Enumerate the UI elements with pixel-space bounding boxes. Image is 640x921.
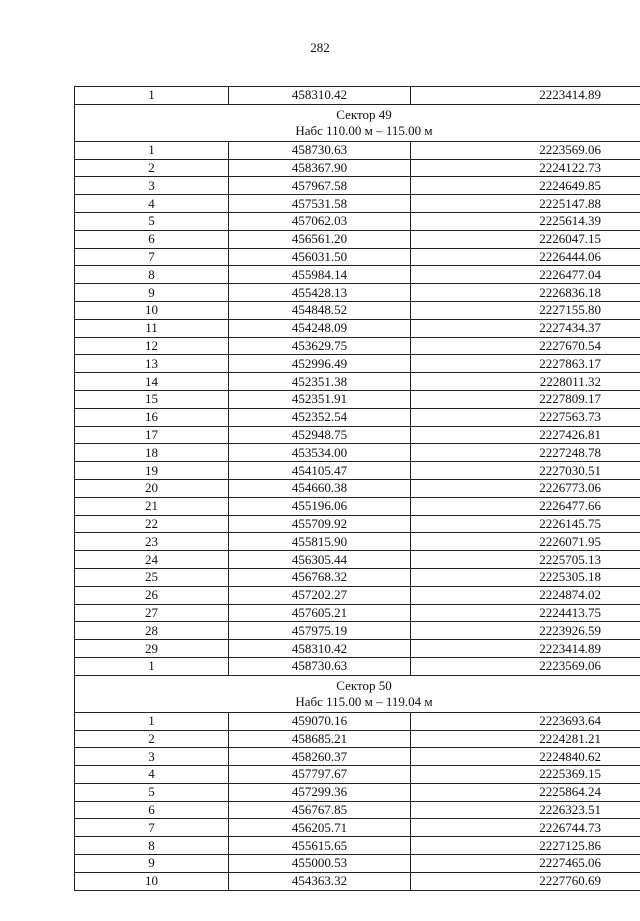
y-coordinate-cell: 2224281.21 (411, 730, 640, 748)
x-coordinate-cell: 456205.71 (229, 819, 411, 837)
x-coordinate-cell: 457299.36 (229, 783, 411, 801)
table-row (75, 337, 640, 355)
table-row (75, 837, 640, 855)
y-coordinate-cell: 2227760.69 (411, 872, 640, 890)
point-number-cell: 3 (75, 177, 229, 195)
x-coordinate-cell: 457967.58 (229, 177, 411, 195)
point-number-cell: 23 (75, 533, 229, 551)
sector-header-cell (75, 675, 640, 712)
table-row (75, 355, 640, 373)
x-coordinate-cell: 453629.75 (229, 337, 411, 355)
table-row (75, 301, 640, 319)
table-row (75, 195, 640, 213)
x-coordinate-cell: 452351.38 (229, 373, 411, 391)
x-coordinate-cell: 458685.21 (229, 730, 411, 748)
x-coordinate-cell: 456031.50 (229, 248, 411, 266)
y-coordinate-cell: 2226477.04 (411, 266, 640, 284)
table-row (75, 319, 640, 337)
point-number-cell: 18 (75, 444, 229, 462)
page-number: 282 (310, 40, 330, 55)
point-number-cell: 2 (75, 159, 229, 177)
y-coordinate-cell: 2225305.18 (411, 568, 640, 586)
x-coordinate-cell: 457202.27 (229, 586, 411, 604)
y-coordinate-cell: 2227670.54 (411, 337, 640, 355)
x-coordinate-cell: 458730.63 (229, 141, 411, 159)
x-coordinate-cell: 453534.00 (229, 444, 411, 462)
y-coordinate-cell: 2223414.89 (411, 87, 640, 105)
x-coordinate-cell: 454848.52 (229, 301, 411, 319)
y-coordinate-cell: 2225369.15 (411, 766, 640, 784)
table-row (75, 390, 640, 408)
table-row (75, 408, 640, 426)
point-number-cell: 9 (75, 855, 229, 873)
x-coordinate-cell: 458310.42 (229, 87, 411, 105)
sector-header-row (75, 675, 640, 712)
point-number-cell: 14 (75, 373, 229, 391)
x-coordinate-cell: 458310.42 (229, 640, 411, 658)
y-coordinate-cell: 2225864.24 (411, 783, 640, 801)
point-number-cell: 8 (75, 266, 229, 284)
coordinates-table-wrapper (74, 86, 600, 891)
y-coordinate-cell: 2227030.51 (411, 462, 640, 480)
point-number-cell: 25 (75, 568, 229, 586)
point-number-cell: 13 (75, 355, 229, 373)
y-coordinate-cell: 2223569.06 (411, 657, 640, 675)
table-row (75, 159, 640, 177)
y-coordinate-cell: 2224840.62 (411, 748, 640, 766)
x-coordinate-cell: 454248.09 (229, 319, 411, 337)
x-coordinate-cell: 458730.63 (229, 657, 411, 675)
table-row (75, 444, 640, 462)
table-row (75, 640, 640, 658)
point-number-cell: 1 (75, 87, 229, 105)
y-coordinate-cell: 2226145.75 (411, 515, 640, 533)
y-coordinate-cell: 2227863.17 (411, 355, 640, 373)
point-number-cell: 17 (75, 426, 229, 444)
x-coordinate-cell: 457605.21 (229, 604, 411, 622)
x-coordinate-cell: 452351.91 (229, 390, 411, 408)
point-number-cell: 28 (75, 622, 229, 640)
point-number-cell: 11 (75, 319, 229, 337)
sector-header-cell (75, 104, 640, 141)
y-coordinate-cell: 2226773.06 (411, 479, 640, 497)
point-number-cell: 10 (75, 872, 229, 890)
table-row (75, 586, 640, 604)
table-row (75, 766, 640, 784)
table-row (75, 801, 640, 819)
table-row (75, 462, 640, 480)
point-number-cell: 7 (75, 819, 229, 837)
y-coordinate-cell: 2224122.73 (411, 159, 640, 177)
sector-title: Сектор 49 (336, 106, 392, 122)
sector-title: Сектор 50 (336, 677, 392, 693)
point-number-cell: 1 (75, 141, 229, 159)
point-number-cell: 4 (75, 195, 229, 213)
y-coordinate-cell: 2226444.06 (411, 248, 640, 266)
x-coordinate-cell: 457975.19 (229, 622, 411, 640)
point-number-cell: 1 (75, 712, 229, 730)
point-number-cell: 22 (75, 515, 229, 533)
x-coordinate-cell: 457062.03 (229, 212, 411, 230)
point-number-cell: 10 (75, 301, 229, 319)
y-coordinate-cell: 2227809.17 (411, 390, 640, 408)
table-row (75, 212, 640, 230)
coordinates-table (74, 86, 640, 891)
x-coordinate-cell: 458260.37 (229, 748, 411, 766)
point-number-cell: 16 (75, 408, 229, 426)
table-row (75, 177, 640, 195)
y-coordinate-cell: 2227465.06 (411, 855, 640, 873)
table-row (75, 551, 640, 569)
point-number-cell: 5 (75, 783, 229, 801)
y-coordinate-cell: 2226836.18 (411, 284, 640, 302)
point-number-cell: 20 (75, 479, 229, 497)
y-coordinate-cell: 2226323.51 (411, 801, 640, 819)
table-row (75, 622, 640, 640)
table-row (75, 87, 640, 105)
point-number-cell: 1 (75, 657, 229, 675)
table-row (75, 730, 640, 748)
table-row (75, 373, 640, 391)
table-row (75, 855, 640, 873)
x-coordinate-cell: 458367.90 (229, 159, 411, 177)
table-row (75, 604, 640, 622)
point-number-cell: 2 (75, 730, 229, 748)
x-coordinate-cell: 452352.54 (229, 408, 411, 426)
point-number-cell: 29 (75, 640, 229, 658)
y-coordinate-cell: 2224413.75 (411, 604, 640, 622)
x-coordinate-cell: 454660.38 (229, 479, 411, 497)
table-row (75, 248, 640, 266)
x-coordinate-cell: 456561.20 (229, 230, 411, 248)
y-coordinate-cell: 2224874.02 (411, 586, 640, 604)
x-coordinate-cell: 452996.49 (229, 355, 411, 373)
x-coordinate-cell: 452948.75 (229, 426, 411, 444)
y-coordinate-cell: 2223926.59 (411, 622, 640, 640)
table-row (75, 141, 640, 159)
x-coordinate-cell: 455000.53 (229, 855, 411, 873)
table-row (75, 819, 640, 837)
point-number-cell: 19 (75, 462, 229, 480)
x-coordinate-cell: 455615.65 (229, 837, 411, 855)
x-coordinate-cell: 457797.67 (229, 766, 411, 784)
x-coordinate-cell: 455984.14 (229, 266, 411, 284)
y-coordinate-cell: 2227125.86 (411, 837, 640, 855)
table-row (75, 783, 640, 801)
y-coordinate-cell: 2225705.13 (411, 551, 640, 569)
x-coordinate-cell: 455428.13 (229, 284, 411, 302)
y-coordinate-cell: 2225614.39 (411, 212, 640, 230)
point-number-cell: 26 (75, 586, 229, 604)
table-row (75, 266, 640, 284)
point-number-cell: 5 (75, 212, 229, 230)
y-coordinate-cell: 2226477.66 (411, 497, 640, 515)
x-coordinate-cell: 459070.16 (229, 712, 411, 730)
y-coordinate-cell: 2228011.32 (411, 373, 640, 391)
table-row (75, 712, 640, 730)
point-number-cell: 12 (75, 337, 229, 355)
x-coordinate-cell: 456305.44 (229, 551, 411, 569)
point-number-cell: 3 (75, 748, 229, 766)
point-number-cell: 21 (75, 497, 229, 515)
y-coordinate-cell: 2227434.37 (411, 319, 640, 337)
y-coordinate-cell: 2224649.85 (411, 177, 640, 195)
x-coordinate-cell: 457531.58 (229, 195, 411, 213)
y-coordinate-cell: 2225147.88 (411, 195, 640, 213)
y-coordinate-cell: 2226071.95 (411, 533, 640, 551)
y-coordinate-cell: 2227248.78 (411, 444, 640, 462)
y-coordinate-cell: 2227426.81 (411, 426, 640, 444)
x-coordinate-cell: 455196.06 (229, 497, 411, 515)
x-coordinate-cell: 455709.92 (229, 515, 411, 533)
table-row (75, 872, 640, 890)
point-number-cell: 27 (75, 604, 229, 622)
table-row (75, 426, 640, 444)
point-number-cell: 6 (75, 230, 229, 248)
point-number-cell: 9 (75, 284, 229, 302)
y-coordinate-cell: 2223693.64 (411, 712, 640, 730)
y-coordinate-cell: 2227563.73 (411, 408, 640, 426)
x-coordinate-cell: 456768.32 (229, 568, 411, 586)
coordinates-table-body (75, 87, 640, 891)
y-coordinate-cell: 2226744.73 (411, 819, 640, 837)
sector-height-range: Набс 115.00 м – 119.04 м (295, 693, 433, 709)
point-number-cell: 4 (75, 766, 229, 784)
point-number-cell: 6 (75, 801, 229, 819)
sector-height-range: Набс 110.00 м – 115.00 м (295, 122, 433, 138)
x-coordinate-cell: 455815.90 (229, 533, 411, 551)
x-coordinate-cell: 454105.47 (229, 462, 411, 480)
y-coordinate-cell: 2223569.06 (411, 141, 640, 159)
point-number-cell: 8 (75, 837, 229, 855)
y-coordinate-cell: 2227155.80 (411, 301, 640, 319)
table-row (75, 657, 640, 675)
sector-header-row (75, 104, 640, 141)
table-row (75, 748, 640, 766)
x-coordinate-cell: 454363.32 (229, 872, 411, 890)
table-row (75, 230, 640, 248)
table-row (75, 568, 640, 586)
table-row (75, 497, 640, 515)
point-number-cell: 24 (75, 551, 229, 569)
table-row (75, 515, 640, 533)
y-coordinate-cell: 2223414.89 (411, 640, 640, 658)
table-row (75, 533, 640, 551)
y-coordinate-cell: 2226047.15 (411, 230, 640, 248)
table-row (75, 479, 640, 497)
point-number-cell: 15 (75, 390, 229, 408)
point-number-cell: 7 (75, 248, 229, 266)
table-row (75, 284, 640, 302)
x-coordinate-cell: 456767.85 (229, 801, 411, 819)
